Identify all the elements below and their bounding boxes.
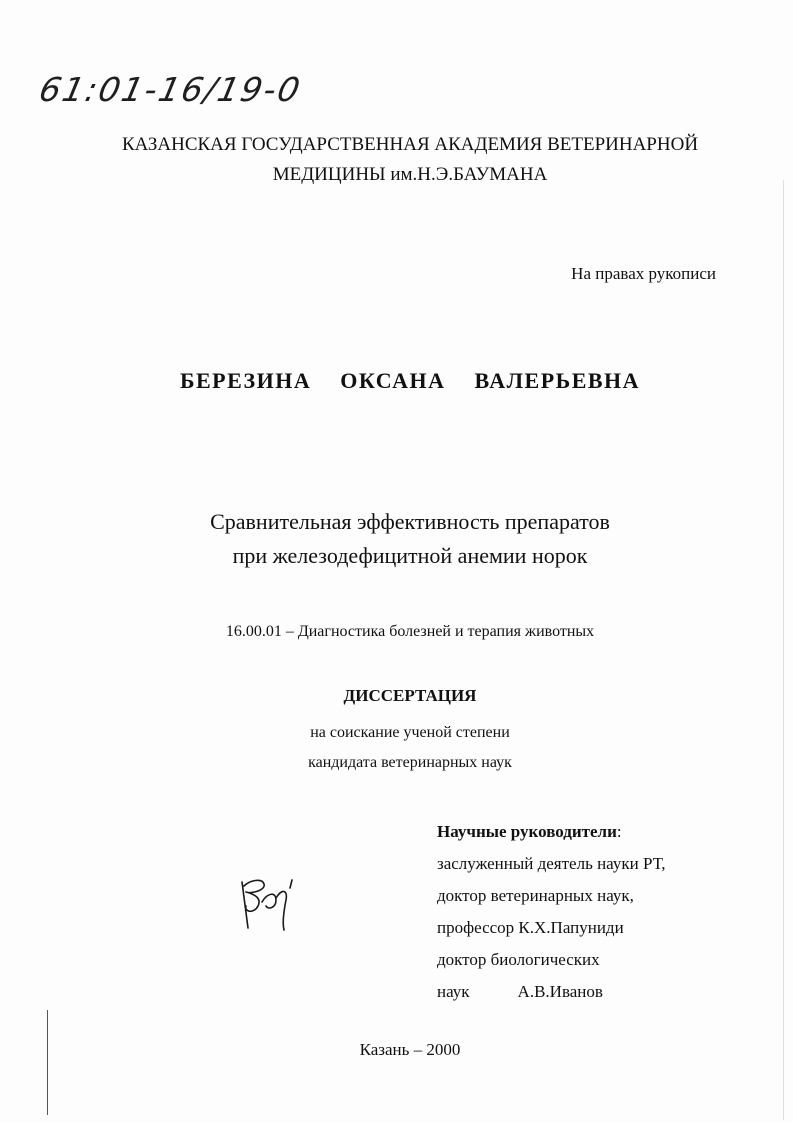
title-line-1: Сравнительная эффективность препаратов — [210, 509, 610, 534]
supervisor-line-5 — [437, 976, 666, 1008]
rights-note: На правах рукописи — [571, 264, 716, 283]
institution-line-2: МЕДИЦИНЫ им.Н.Э.БАУМАНА — [272, 164, 548, 185]
archive-code-handwritten: 61:01-16/19-0 — [35, 70, 306, 109]
dissertation-title — [60, 505, 760, 573]
document-type: ДИССЕРТАЦИЯ — [343, 686, 477, 705]
supervisors-block — [437, 816, 666, 1008]
author-name: БЕРЕЗИНА ОКСАНА ВАЛЕРЬЕВНА — [179, 368, 641, 393]
specialty-code: 16.00.01 – Диагностика болезней и терапия животных — [225, 623, 595, 640]
supervisor-last-name: А.В.Иванов — [517, 982, 603, 1001]
scan-edge-line — [47, 1010, 48, 1115]
supervisors-heading — [437, 816, 666, 848]
supervisor-last-prefix: наук — [437, 982, 470, 1001]
degree-line-1: на соискание ученой степени — [310, 724, 510, 741]
institution-line-1: КАЗАНСКАЯ ГОСУДАРСТВЕННАЯ АКАДЕМИЯ ВЕТЕРИНАРНОЙ — [121, 134, 699, 155]
degree-line-2: кандидата ветеринарных наук — [308, 754, 512, 771]
supervisor-line-3: профессор К.Х.Папуниди — [437, 918, 624, 937]
supervisor-line-2: доктор ветеринарных наук, — [437, 886, 634, 905]
supervisor-line-1: заслуженный деятель науки РТ, — [437, 854, 666, 873]
handwritten-signature — [232, 868, 312, 938]
supervisors-heading-colon: : — [616, 822, 622, 841]
supervisors-heading-label: Научные руководители — [437, 822, 617, 841]
supervisor-line-4: доктор биологических — [437, 950, 600, 969]
scan-edge-line-right — [783, 180, 784, 1120]
city-year: Казань – 2000 — [359, 1040, 461, 1059]
title-line-2: при железодефицитной анемии норок — [232, 543, 588, 568]
degree-description — [60, 718, 760, 778]
institution-name — [60, 130, 760, 190]
